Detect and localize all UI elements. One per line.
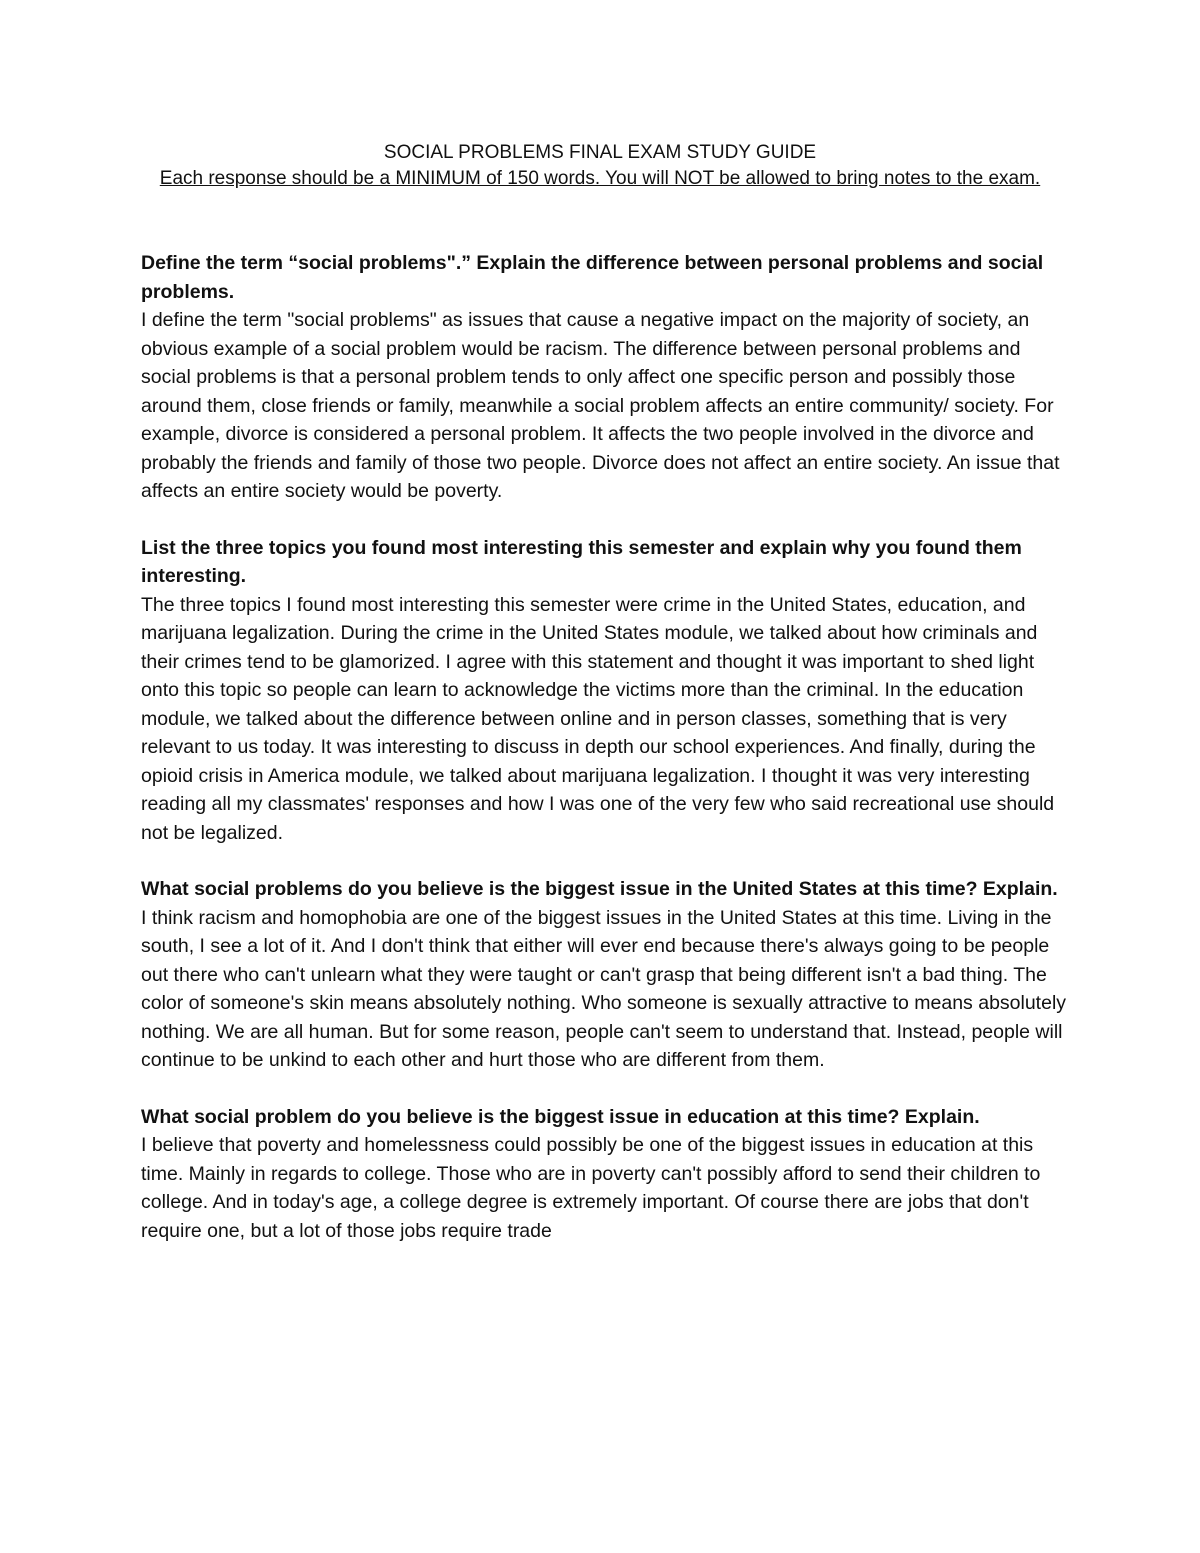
- section-biggest-education-issue: [141, 1103, 1071, 1246]
- answer-text: The three topics I found most interesting this semester were crime in the United States, education, and marijuana legalization. During the crime in the United States module, we talked about how criminals and their crimes tend to be glamorized. I agree with this statement and thought it was important to shed light onto this topic so people can learn to acknowledge the victims more than the criminal. In the education module, we talked about the difference between online and in person classes, something that is very relevant to us today. It was interesting to discuss in depth our school experiences. And finally, during the opioid crisis in America module, we talked about marijuana legalization. I thought it was very interesting reading all my classmates' responses and how I was one of the very few who said recreational use should not be legalized.: [141, 593, 1055, 844]
- question-heading: What social problems do you believe is the biggest issue in the United States at this time? Explain.: [141, 878, 1058, 900]
- section-social-problems-definition: [141, 249, 1071, 506]
- answer-text: I think racism and homophobia are one of the biggest issues in the United States at this time. Living in the south, I see a lot of it. And I don't think that either will ever end because there's always going to be people out there who can't unlearn what they were taught or can't grasp that being different isn't a bad thing. The color of someone's skin means absolutely nothing. Who someone is sexually attractive to means absolutely nothing. We are all human. But for some reason, people can't seem to understand that. Instead, people will continue to be unkind to each other and hurt those who are different from them.: [141, 906, 1067, 1071]
- section-biggest-us-issue: [141, 875, 1071, 1075]
- answer-text: I believe that poverty and homelessness could possibly be one of the biggest issues in education at this time. Mainly in regards to college. Those who are in poverty can't possibly afford to send their children to college. And in today's age, a college degree is extremely important. Of course there are jobs that don't require one, but a lot of those jobs require trade: [141, 1134, 1041, 1242]
- section-interesting-topics: [141, 534, 1071, 848]
- question-heading: What social problem do you believe is the biggest issue in education at this time? Explain.: [141, 1105, 980, 1128]
- document-title: SOCIAL PROBLEMS FINAL EXAM STUDY GUIDE: [383, 142, 817, 163]
- document-instructions: Each response should be a MINIMUM of 150 words. You will NOT be allowed to bring notes to the exam.: [159, 168, 1041, 189]
- question-heading: Define the term “social problems".” Explain the difference between personal problems and social problems.: [141, 252, 1044, 303]
- question-heading: List the three topics you found most interesting this semester and explain why you found them interesting.: [141, 536, 1022, 587]
- document-body: [141, 249, 1071, 1273]
- document-header: [0, 140, 1200, 192]
- answer-text: I define the term "social problems" as issues that cause a negative impact on the majority of society, an obvious example of a social problem would be racism. The difference between personal problems and social problems is that a personal problem tends to only affect one specific person and possibly those around them, close friends or family, meanwhile a social problem affects an entire community/ society. For example, divorce is considered a personal problem. It affects the two people involved in the divorce and probably the friends and family of those two people. Divorce does not affect an entire society. An issue that affects an entire society would be poverty.: [141, 309, 1060, 502]
